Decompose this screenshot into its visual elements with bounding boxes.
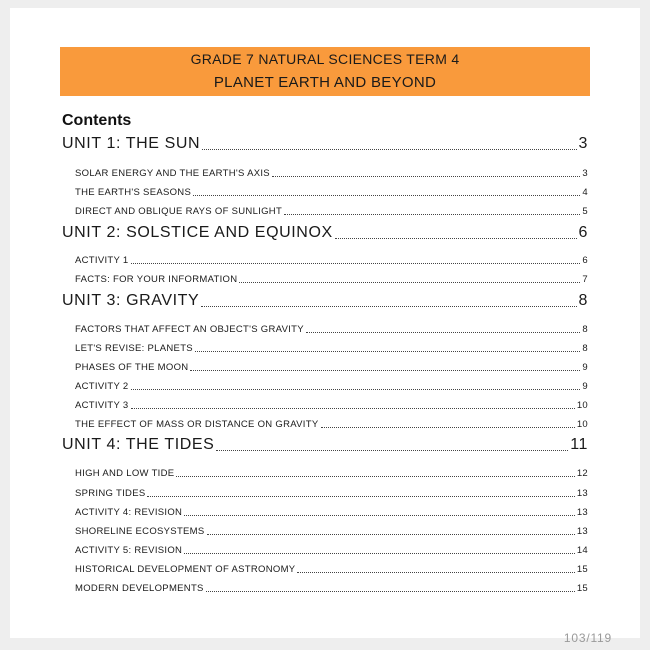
toc-entry-label: THE EARTH'S SEASONS: [75, 187, 192, 198]
toc-sub-entry[interactable]: [62, 488, 588, 499]
toc-sub-entry[interactable]: [62, 274, 588, 285]
toc-leader-dots: [131, 389, 581, 390]
page-counter: 103/119: [563, 631, 612, 645]
toc-entry-page: 9: [582, 381, 588, 392]
toc-leader-dots: [184, 515, 575, 516]
toc-leader-dots: [202, 149, 576, 150]
toc-entry-page: 6: [578, 224, 588, 241]
toc-unit-entry[interactable]: [62, 135, 588, 153]
toc-leader-dots: [176, 476, 574, 477]
toc-unit-entry[interactable]: [62, 436, 588, 454]
toc-leader-dots: [206, 591, 575, 592]
toc-unit-entry[interactable]: [62, 224, 588, 242]
banner-line-1: GRADE 7 NATURAL SCIENCES TERM 4: [190, 51, 460, 67]
toc-entry-page: 15: [576, 583, 588, 594]
toc-leader-dots: [284, 214, 580, 215]
toc-sub-entry[interactable]: [62, 507, 588, 518]
toc-entry-label: UNIT 4: THE TIDES: [62, 436, 215, 453]
toc-entry-page: 10: [576, 400, 588, 411]
toc-sub-entry[interactable]: [62, 583, 588, 594]
toc-entry-page: 5: [582, 206, 588, 217]
toc-sub-entry[interactable]: [62, 324, 588, 335]
toc-sub-entry[interactable]: [62, 381, 588, 392]
toc-leader-dots: [184, 553, 575, 554]
toc-sub-entry[interactable]: [62, 206, 588, 217]
toc-entry-page: 6: [582, 255, 588, 266]
toc-entry-page: 13: [576, 488, 588, 499]
toc-entry-label: SPRING TIDES: [75, 488, 146, 499]
toc-sub-entry[interactable]: [62, 468, 588, 479]
toc-entry-label: PHASES OF THE MOON: [75, 362, 189, 373]
toc-entry-label: SHORELINE ECOSYSTEMS: [75, 526, 205, 537]
title-banner: [60, 47, 590, 96]
toc-leader-dots: [195, 351, 580, 352]
toc-entry-page: 13: [576, 526, 588, 537]
toc-leader-dots: [272, 176, 580, 177]
toc-entry-page: 13: [576, 507, 588, 518]
toc-sub-entry[interactable]: [62, 168, 588, 179]
toc-entry-page: 4: [582, 187, 588, 198]
toc-entry-page: 7: [582, 274, 588, 285]
toc-sub-entry[interactable]: [62, 564, 588, 575]
toc-leader-dots: [147, 496, 574, 497]
document-page: [10, 8, 640, 645]
toc-leader-dots: [335, 238, 577, 239]
toc-leader-dots: [190, 370, 580, 371]
toc-entry-page: 9: [582, 362, 588, 373]
toc-leader-dots: [216, 450, 568, 451]
toc-entry-page: 10: [576, 419, 588, 430]
toc-sub-entry[interactable]: [62, 400, 588, 411]
toc-entry-page: 3: [578, 135, 588, 152]
toc-entry-page: 15: [576, 564, 588, 575]
toc-entry-label: ACTIVITY 5: REVISION: [75, 545, 183, 556]
toc-entry-label: UNIT 1: THE SUN: [62, 135, 201, 152]
toc-leader-dots: [306, 332, 581, 333]
toc-entry-label: SOLAR ENERGY AND THE EARTH'S AXIS: [75, 168, 270, 179]
toc-entry-label: THE EFFECT OF MASS OR DISTANCE ON GRAVITY: [75, 419, 319, 430]
toc-entry-page: 8: [578, 292, 588, 309]
toc-entry-label: UNIT 3: GRAVITY: [62, 292, 200, 309]
toc-entry-label: ACTIVITY 4: REVISION: [75, 507, 183, 518]
contents-heading: Contents: [62, 112, 132, 129]
toc-leader-dots: [201, 306, 576, 307]
toc-entry-label: DIRECT AND OBLIQUE RAYS OF SUNLIGHT: [75, 206, 283, 217]
toc-sub-entry[interactable]: [62, 419, 588, 430]
toc-entry-page: 8: [582, 343, 588, 354]
toc-entry-page: 8: [582, 324, 588, 335]
banner-line-2: PLANET EARTH AND BEYOND: [213, 74, 437, 91]
toc-entry-label: ACTIVITY 2: [75, 381, 129, 392]
toc-entry-label: ACTIVITY 3: [75, 400, 129, 411]
toc-entry-page: 14: [576, 545, 588, 556]
toc-leader-dots: [239, 282, 580, 283]
toc-sub-entry[interactable]: [62, 187, 588, 198]
toc-leader-dots: [131, 263, 581, 264]
toc-leader-dots: [131, 408, 575, 409]
toc-leader-dots: [193, 195, 580, 196]
toc-entry-page: 3: [582, 168, 588, 179]
toc-entry-page: 12: [576, 468, 588, 479]
toc-entry-label: FACTS: FOR YOUR INFORMATION: [75, 274, 238, 285]
toc-leader-dots: [297, 572, 574, 573]
toc-entry-label: UNIT 2: SOLSTICE AND EQUINOX: [62, 224, 333, 241]
toc-entry-page: 11: [570, 436, 588, 453]
toc-sub-entry[interactable]: [62, 255, 588, 266]
toc-entry-label: FACTORS THAT AFFECT AN OBJECT'S GRAVITY: [75, 324, 304, 335]
toc-sub-entry[interactable]: [62, 362, 588, 373]
toc-leader-dots: [321, 427, 575, 428]
toc-sub-entry[interactable]: [62, 545, 588, 556]
toc-entry-label: LET'S REVISE: PLANETS: [75, 343, 193, 354]
toc-entry-label: HIGH AND LOW TIDE: [75, 468, 175, 479]
toc-entry-label: MODERN DEVELOPMENTS: [75, 583, 204, 594]
toc-leader-dots: [207, 534, 575, 535]
toc-entry-label: ACTIVITY 1: [75, 255, 129, 266]
toc-unit-entry[interactable]: [62, 292, 588, 310]
toc-sub-entry[interactable]: [62, 343, 588, 354]
toc-sub-entry[interactable]: [62, 526, 588, 537]
toc-entry-label: HISTORICAL DEVELOPMENT OF ASTRONOMY: [75, 564, 296, 575]
